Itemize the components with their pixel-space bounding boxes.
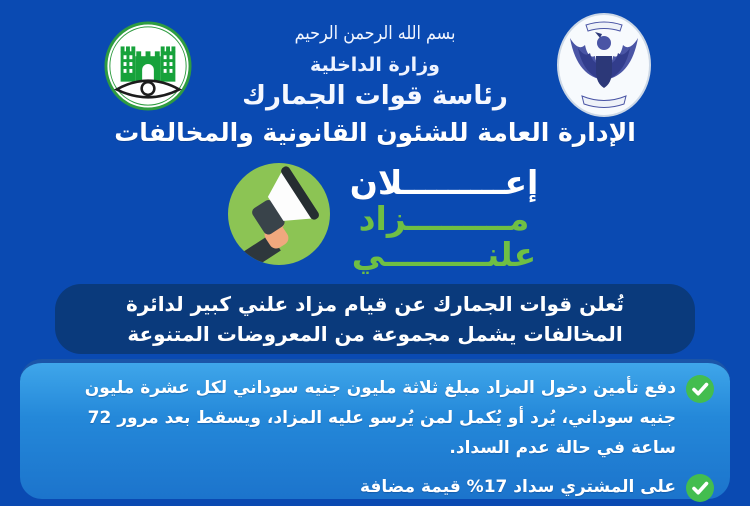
auction-title	[344, 164, 544, 272]
bismillah-calligraphy: بسم الله الرحمن الرحيم	[294, 21, 456, 44]
check-icon	[686, 375, 714, 403]
customs-headquarters-title: رئاسة قوات الجمارك	[242, 81, 508, 111]
term-text: على المشتري سداد 17% قيمة مضافة	[359, 477, 676, 497]
title-word-auction: مـــــــــزاد	[358, 199, 530, 238]
customs-emblem-icon	[104, 20, 192, 112]
ministry-title: وزارة الداخلية	[310, 54, 440, 76]
sudan-coat-of-arms-icon	[556, 12, 652, 118]
header-block	[205, 18, 545, 112]
megaphone-icon	[228, 161, 330, 267]
title-word-announcement: إعـــــــــلان	[349, 163, 539, 202]
title-word-public: علنـــــــــي	[351, 235, 537, 274]
term-text: دفع تأمين دخول المزاد مبلغ ثلاثة مليون جنيه سوداني لكل عشرة مليون جنيه سوداني، يُرد أو يُكمل لمن يُرسو عليه المزاد، ويسقط بعد مرور 72 ساعة في حالة عدم السداد.	[84, 378, 676, 458]
term-item	[44, 373, 714, 463]
intro-panel	[55, 284, 695, 354]
term-item	[44, 472, 714, 502]
terms-panel	[20, 359, 730, 499]
department-title: الإدارة العامة للشئون القانونية والمخالفات	[114, 118, 636, 147]
check-icon	[686, 474, 714, 502]
intro-text: تُعلن قوات الجمارك عن قيام مزاد علني كبير لدائرة المخالفات يشمل مجموعة من المعروضات المتنوعة	[125, 292, 625, 346]
